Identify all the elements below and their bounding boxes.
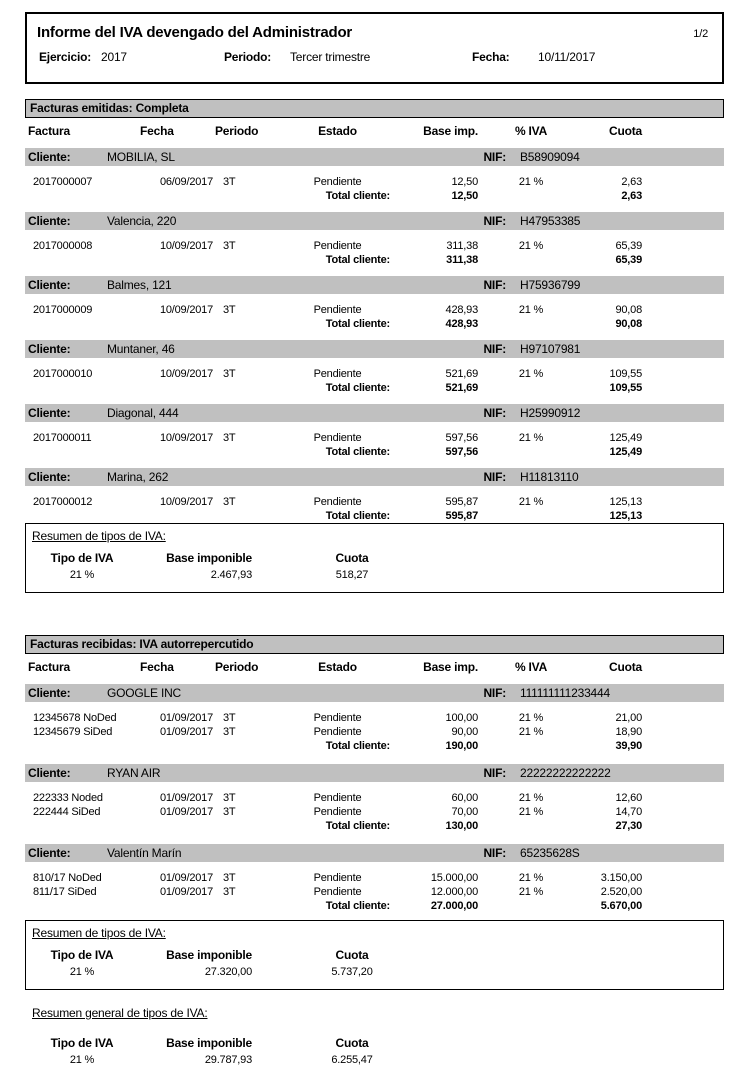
report-title: Informe del IVA devengado del Administrador [37,24,353,41]
cell-fecha: 10/09/2017 [159,368,213,380]
cell-iva: 21 % [518,872,544,884]
resumen-values-row [32,568,723,582]
cell-estado: Pendiente [313,872,362,884]
field-fecha-value: 10/11/2017 [538,50,596,64]
column-header-fecha: Fecha [140,124,174,138]
cell-cuota: 18,90 [615,726,642,738]
client-label: Cliente: [28,214,71,228]
total-base: 428,93 [445,318,478,330]
client-bar [25,340,724,358]
column-header-factura: Factura [28,660,70,674]
cell-cuota: 2.520,00 [600,886,642,898]
client-total-row [25,253,724,267]
client-name: Balmes, 121 [107,278,172,292]
cell-factura: 810/17 NoDed [33,872,102,884]
cell-fecha: 01/09/2017 [159,726,213,738]
cell-fecha: 06/09/2017 [159,176,213,188]
cell-factura: 811/17 SiDed [33,886,97,898]
cell-cuota: 65,39 [615,240,642,252]
total-label: Total cliente: [325,254,390,266]
cell-cuota: 14,70 [615,806,642,818]
resumen-tipo: 21 % [69,1054,95,1066]
cell-cuota: 109,55 [609,368,642,380]
nif-value: H75936799 [520,278,581,292]
cell-iva: 21 % [518,368,544,380]
section-title-bar [25,635,724,654]
invoice-row [25,791,724,805]
cell-fecha: 10/09/2017 [159,240,213,252]
client-name: MOBILIA, SL [107,150,175,164]
resumen-values-row [32,965,723,979]
client-label: Cliente: [28,686,71,700]
total-base: 130,00 [445,820,478,832]
field-fecha-label: Fecha: [472,50,510,64]
total-label: Total cliente: [325,318,390,330]
total-cuota: 65,39 [615,254,642,266]
invoice-row [25,303,724,317]
total-label: Total cliente: [325,740,390,752]
cell-base: 90,00 [451,726,478,738]
section-title-bar [25,99,724,118]
client-block [25,340,724,395]
client-total-row [25,899,724,913]
total-base: 595,87 [445,510,478,522]
cell-base: 595,87 [445,496,478,508]
cell-base: 100,00 [445,712,478,724]
resumen-general-title: Resumen general de tipos de IVA: [32,1006,208,1020]
client-label: Cliente: [28,406,71,420]
cell-periodo: 3T [223,806,236,818]
cell-estado: Pendiente [313,304,362,316]
cell-base: 60,00 [451,792,478,804]
client-total-row [25,819,724,833]
cell-periodo: 3T [223,368,236,380]
cell-iva: 21 % [518,176,544,188]
total-cuota: 5.670,00 [600,900,642,912]
nif-value: 22222222222222 [520,766,611,780]
total-base: 597,56 [445,446,478,458]
client-block [25,148,724,203]
cell-iva: 21 % [518,806,544,818]
client-name: GOOGLE INC [107,686,182,700]
report-header [25,12,724,84]
client-name: Valencia, 220 [107,214,177,228]
cell-base: 12.000,00 [430,886,478,898]
total-label: Total cliente: [325,820,390,832]
nif-label: NIF: [483,342,506,356]
cell-periodo: 3T [223,872,236,884]
resumen-box [25,920,724,990]
resumen-header-cuota: Cuota [335,551,369,565]
cell-estado: Pendiente [313,712,362,724]
cell-periodo: 3T [223,712,236,724]
client-bar [25,404,724,422]
resumen-header-tipo: Tipo de IVA [50,948,114,962]
total-cuota: 125,13 [609,510,642,522]
column-header-cuota: Cuota [609,660,642,674]
client-total-row [25,445,724,459]
cell-cuota: 90,08 [615,304,642,316]
client-label: Cliente: [28,150,71,164]
nif-value: H97107981 [520,342,581,356]
client-label: Cliente: [28,278,71,292]
cell-base: 311,38 [446,240,478,252]
cell-cuota: 12,60 [615,792,642,804]
column-header-cuota: Cuota [609,124,642,138]
cell-iva: 21 % [518,886,544,898]
field-ejercicio-value: 2017 [101,50,127,64]
nif-value: H25990912 [520,406,581,420]
resumen-header-row [32,551,723,566]
client-bar [25,276,724,294]
invoice-row [25,431,724,445]
cell-fecha: 01/09/2017 [159,712,213,724]
cell-estado: Pendiente [313,886,362,898]
cell-periodo: 3T [223,792,236,804]
client-total-row [25,189,724,203]
client-label: Cliente: [28,766,71,780]
cell-fecha: 01/09/2017 [159,872,213,884]
resumen-title: Resumen de tipos de IVA: [32,926,166,940]
section-title: Facturas emitidas: Completa [30,101,189,115]
client-name: Valentín Marín [107,846,182,860]
cell-periodo: 3T [223,726,236,738]
client-total-row [25,381,724,395]
cell-base: 597,56 [445,432,478,444]
report-header-top [37,24,710,41]
client-name: Muntaner, 46 [107,342,175,356]
cell-iva: 21 % [518,792,544,804]
field-ejercicio-label: Ejercicio: [39,50,92,64]
cell-base: 12,50 [451,176,478,188]
cell-periodo: 3T [223,176,236,188]
total-cuota: 125,49 [609,446,642,458]
invoice-row [25,495,724,509]
cell-fecha: 01/09/2017 [159,886,213,898]
total-base: 190,00 [445,740,478,752]
total-base: 12,50 [451,190,478,202]
client-name: Marina, 262 [107,470,169,484]
nif-value: H47953385 [520,214,581,228]
resumen-general [32,1006,724,1067]
nif-value: 65235628S [520,846,580,860]
cell-estado: Pendiente [313,240,362,252]
cell-cuota: 2,63 [621,176,642,188]
column-header-estado: Estado [318,124,357,138]
cell-iva: 21 % [518,240,544,252]
cell-base: 428,93 [445,304,478,316]
column-header-row [25,654,724,681]
cell-periodo: 3T [223,432,236,444]
total-cuota: 27,30 [615,820,642,832]
client-bar [25,148,724,166]
column-header-base: Base imp. [423,660,478,674]
field-fecha [472,50,595,64]
column-header-estado: Estado [318,660,357,674]
total-label: Total cliente: [325,190,390,202]
cell-periodo: 3T [223,304,236,316]
total-cuota: 109,55 [609,382,642,394]
cell-factura: 222333 Noded [33,792,103,804]
cell-estado: Pendiente [313,792,362,804]
cell-factura: 12345679 SiDed [33,726,113,738]
resumen-general-values-row [32,1053,724,1067]
cell-fecha: 10/09/2017 [159,496,213,508]
nif-label: NIF: [483,214,506,228]
cell-factura: 2017000010 [33,368,93,380]
client-block [25,764,724,833]
total-cuota: 2,63 [621,190,642,202]
page-indicator: 1/2 [693,28,708,40]
cell-estado: Pendiente [313,806,362,818]
cell-cuota: 21,00 [615,712,642,724]
cell-estado: Pendiente [313,726,362,738]
cell-iva: 21 % [518,304,544,316]
resumen-header-base: Base imponible [166,551,252,565]
report-meta-row [37,50,710,66]
cell-cuota: 3.150,00 [600,872,642,884]
client-block [25,212,724,267]
total-base: 311,38 [446,254,478,266]
invoice-row [25,805,724,819]
section-facturas-emitidas [25,99,724,593]
invoice-row [25,725,724,739]
client-bar [25,468,724,486]
nif-label: NIF: [483,766,506,780]
invoice-row [25,367,724,381]
cell-estado: Pendiente [313,496,362,508]
cell-cuota: 125,49 [609,432,642,444]
field-periodo-value: Tercer trimestre [290,50,371,64]
resumen-header-cuota: Cuota [335,1036,369,1050]
section-title: Facturas recibidas: IVA autorrepercutido [30,637,254,651]
cell-estado: Pendiente [313,176,362,188]
resumen-cuota: 5.737,20 [331,966,373,978]
resumen-title: Resumen de tipos de IVA: [32,529,166,543]
client-block [25,684,724,753]
resumen-cuota: 6.255,47 [331,1054,373,1066]
client-label: Cliente: [28,470,71,484]
cell-factura: 2017000008 [33,240,93,252]
cell-cuota: 125,13 [609,496,642,508]
cell-base: 70,00 [451,806,478,818]
field-periodo [224,50,370,64]
cell-base: 521,69 [445,368,478,380]
cell-estado: Pendiente [313,432,362,444]
nif-value: B58909094 [520,150,580,164]
cell-fecha: 01/09/2017 [159,792,213,804]
cell-iva: 21 % [518,726,544,738]
field-periodo-label: Periodo: [224,50,272,64]
total-label: Total cliente: [325,510,390,522]
column-header-fecha: Fecha [140,660,174,674]
resumen-base: 29.787,93 [204,1054,252,1066]
invoice-row [25,871,724,885]
cell-factura: 2017000007 [33,176,93,188]
resumen-tipo: 21 % [69,966,95,978]
column-header-periodo: Periodo [215,660,259,674]
column-header-base: Base imp. [423,124,478,138]
total-cuota: 39,90 [615,740,642,752]
total-base: 27.000,00 [430,900,478,912]
resumen-header-base: Base imponible [166,1036,252,1050]
client-label: Cliente: [28,846,71,860]
client-bar [25,684,724,702]
resumen-header-row [32,948,723,963]
column-header-iva: % IVA [514,660,548,674]
cell-iva: 21 % [518,432,544,444]
section-facturas-recibidas [25,635,724,990]
nif-value: 111111111233444 [520,686,610,700]
resumen-base: 27.320,00 [204,966,252,978]
column-header-iva: % IVA [514,124,548,138]
client-total-row [25,317,724,331]
cell-iva: 21 % [518,712,544,724]
client-total-row [25,509,724,523]
cell-periodo: 3T [223,496,236,508]
client-name: RYAN AIR [107,766,161,780]
resumen-header-cuota: Cuota [335,948,369,962]
nif-label: NIF: [483,278,506,292]
total-base: 521,69 [445,382,478,394]
column-header-row [25,118,724,145]
cell-factura: 2017000012 [33,496,93,508]
invoice-row [25,175,724,189]
nif-value: H11813110 [520,470,579,484]
total-cuota: 90,08 [615,318,642,330]
nif-label: NIF: [483,406,506,420]
cell-iva: 21 % [518,496,544,508]
resumen-box [25,523,724,593]
column-header-factura: Factura [28,124,70,138]
client-bar [25,212,724,230]
client-block [25,276,724,331]
client-total-row [25,739,724,753]
cell-factura: 2017000009 [33,304,93,316]
client-label: Cliente: [28,342,71,356]
cell-fecha: 01/09/2017 [159,806,213,818]
invoice-row [25,711,724,725]
resumen-cuota: 518,27 [335,569,369,581]
field-ejercicio [39,50,127,64]
client-bar [25,764,724,782]
client-bar [25,844,724,862]
client-name: Diagonal, 444 [107,406,179,420]
resumen-header-tipo: Tipo de IVA [50,551,114,565]
cell-estado: Pendiente [313,368,362,380]
cell-base: 15.000,00 [430,872,478,884]
nif-label: NIF: [483,150,506,164]
cell-fecha: 10/09/2017 [159,304,213,316]
total-label: Total cliente: [325,900,390,912]
cell-periodo: 3T [223,240,236,252]
client-block [25,404,724,459]
cell-periodo: 3T [223,886,236,898]
total-label: Total cliente: [325,382,390,394]
nif-label: NIF: [483,846,506,860]
report-page [25,12,724,1067]
client-block [25,844,724,913]
nif-label: NIF: [483,686,506,700]
column-header-periodo: Periodo [215,124,259,138]
resumen-tipo: 21 % [69,569,95,581]
cell-factura: 12345678 NoDed [33,712,117,724]
invoice-row [25,885,724,899]
invoice-row [25,239,724,253]
resumen-base: 2.467,93 [210,569,252,581]
resumen-general-header-row [32,1036,724,1051]
resumen-header-base: Base imponible [166,948,252,962]
client-block [25,468,724,523]
cell-fecha: 10/09/2017 [159,432,213,444]
nif-label: NIF: [483,470,506,484]
cell-factura: 2017000011 [33,432,92,444]
resumen-header-tipo: Tipo de IVA [50,1036,114,1050]
cell-factura: 222444 SiDed [33,806,101,818]
total-label: Total cliente: [325,446,390,458]
